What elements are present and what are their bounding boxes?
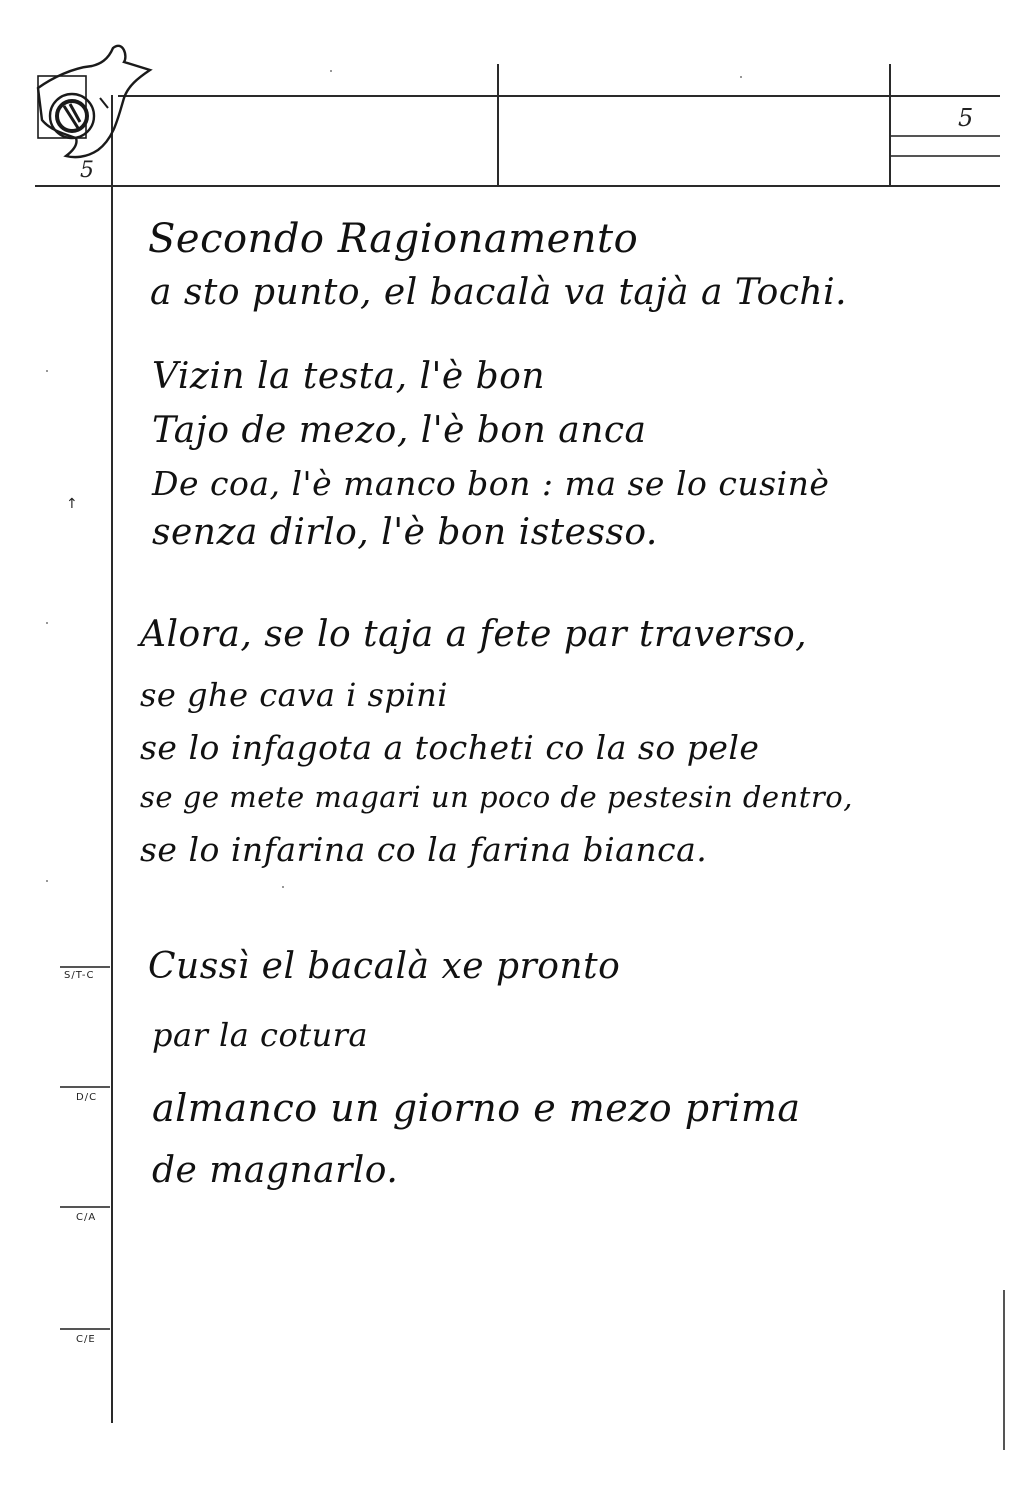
text-line-2: Vizin la testa, l'è bon xyxy=(152,356,546,397)
margin-code-rule-1 xyxy=(60,966,110,968)
scan-speck xyxy=(282,886,284,888)
text-line-4: De coa, l'è manco bon : ma se lo cusinè xyxy=(152,464,830,503)
text-line-12: par la cotura xyxy=(152,1016,369,1054)
margin-code-ce: C/E xyxy=(76,1334,96,1345)
header-mid-rule-2 xyxy=(890,155,1000,157)
stamp-logo xyxy=(28,38,156,168)
header-divider-1 xyxy=(497,64,499,186)
margin-code-rule-2 xyxy=(60,1086,110,1088)
header-mid-rule xyxy=(890,135,1000,137)
margin-code-dc: D/C xyxy=(76,1092,98,1103)
scan-speck xyxy=(46,622,48,624)
header-bottom-rule xyxy=(35,185,1000,187)
margin-code-rule-4 xyxy=(60,1328,110,1330)
margin-mark: ↑ xyxy=(66,496,79,512)
text-line-11: Cussì el bacalà xe pronto xyxy=(148,946,621,987)
margin-code-rule-3 xyxy=(60,1206,110,1208)
text-line-9: se ge mete magari un poco de pestesin dentro, xyxy=(140,780,853,814)
scan-speck xyxy=(330,70,332,72)
scan-speck xyxy=(740,76,742,78)
margin-code-stc: S/T-C xyxy=(64,970,95,981)
margin-rule xyxy=(111,95,113,1423)
header-top-rule xyxy=(118,95,1000,97)
text-line-6: Alora, se lo taja a fete par traverso, xyxy=(140,614,808,655)
page-number-right: 5 xyxy=(958,104,974,132)
text-line-3: Tajo de mezo, l'è bon anca xyxy=(152,410,647,451)
page-number-left: 5 xyxy=(80,158,94,183)
text-line-5: senza dirlo, l'è bon istesso. xyxy=(152,512,658,553)
header-divider-2 xyxy=(889,64,891,186)
text-line-13: almanco un giorno e mezo prima xyxy=(152,1086,801,1130)
scan-speck xyxy=(46,880,48,882)
text-line-7: se ghe cava i spini xyxy=(140,676,448,714)
text-line-10: se lo infarina co la farina bianca. xyxy=(140,830,708,869)
title: Secondo Ragionamento xyxy=(148,216,639,262)
margin-code-ca: C/A xyxy=(76,1212,97,1223)
right-edge-rule xyxy=(1003,1290,1005,1450)
text-line-1: a sto punto, el bacalà va tajà a Tochi. xyxy=(150,272,848,313)
scan-speck xyxy=(46,370,48,372)
text-line-8: se lo infagota a tocheti co la so pele xyxy=(140,728,760,767)
text-line-14: de magnarlo. xyxy=(152,1150,399,1191)
